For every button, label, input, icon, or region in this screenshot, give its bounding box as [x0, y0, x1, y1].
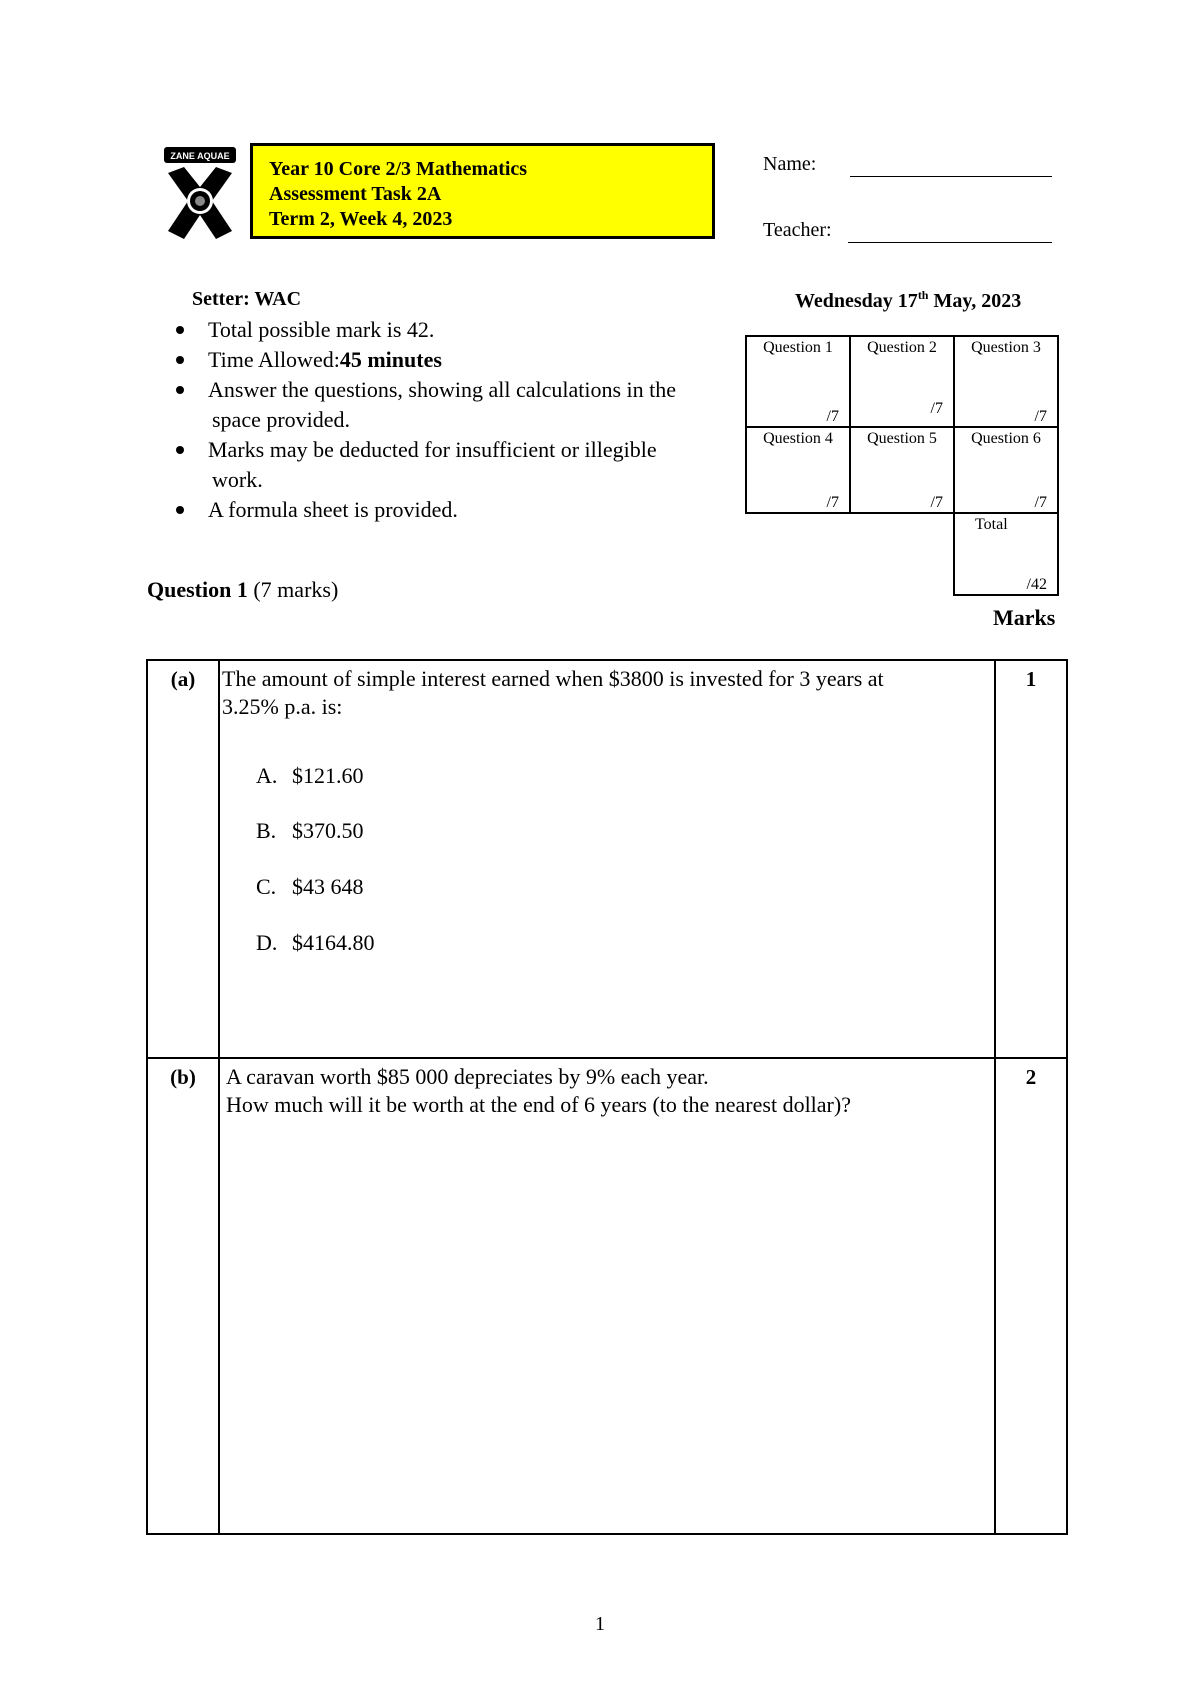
marks-column-label: Marks	[993, 605, 1056, 630]
teacher-field-line[interactable]	[848, 242, 1052, 243]
instruction-item: Answer the questions, showing all calculations in the space provided.	[168, 375, 748, 435]
term-title: Term 2, Week 4, 2023	[269, 208, 453, 230]
exam-date: Wednesday 17th May, 2023	[795, 288, 1022, 312]
part-b-marks: 2	[1025, 1065, 1037, 1089]
grid-cell-q3: Question 3 /7	[953, 335, 1059, 428]
grid-cell-q2: Question 2 /7	[849, 335, 955, 428]
part-a-marks: 1	[1025, 667, 1037, 691]
grid-cell-q6: Question 6 /7	[953, 426, 1059, 514]
part-a-working-space[interactable]	[222, 961, 992, 1051]
name-field-line[interactable]	[850, 176, 1052, 177]
logo-banner-text: ZANE AQUAE	[170, 151, 230, 161]
title-box	[250, 143, 715, 239]
instruction-item: A formula sheet is provided.	[168, 495, 748, 525]
instruction-item: Marks may be deducted for insufficient or illegible work.	[168, 435, 748, 495]
teacher-label: Teacher:	[763, 219, 832, 241]
option-b[interactable]: B. $370.50	[256, 818, 364, 843]
part-b-working-space[interactable]	[222, 1131, 992, 1531]
grid-cell-q4: Question 4 /7	[745, 426, 851, 514]
instruction-item: Total possible mark is 42.	[168, 315, 748, 345]
task-title: Assessment Task 2A	[269, 183, 442, 205]
option-c[interactable]: C. $43 648	[256, 874, 364, 899]
option-a[interactable]: A. $121.60	[256, 763, 364, 788]
part-a-question: The amount of simple interest earned when $3800 is invested for 3 years at 3.25% p.a. is:	[222, 666, 884, 719]
grid-cell-q5: Question 5 /7	[849, 426, 955, 514]
page-number: 1	[595, 1613, 605, 1635]
part-b-question: A caravan worth $85 000 depreciates by 9% each year. How much will it be worth at the end of 6 years (to the nearest dollar)?	[226, 1064, 851, 1117]
instruction-item: Time Allowed:45 minutes	[168, 345, 748, 375]
instructions-list	[168, 315, 748, 525]
name-label: Name:	[763, 153, 817, 175]
question-1-heading: Question 1 (7 marks)	[147, 577, 339, 602]
option-d[interactable]: D. $4164.80	[256, 930, 375, 955]
grid-cell-q1: Question 1 /7	[745, 335, 851, 428]
question-table	[146, 659, 1068, 1535]
part-a-label: (a)	[170, 667, 196, 691]
part-b-label: (b)	[170, 1065, 196, 1089]
school-logo	[160, 145, 240, 245]
grid-cell-total: Total /42	[953, 512, 1059, 596]
setter: Setter: WAC	[192, 288, 302, 310]
course-title: Year 10 Core 2/3 Mathematics	[269, 158, 528, 180]
